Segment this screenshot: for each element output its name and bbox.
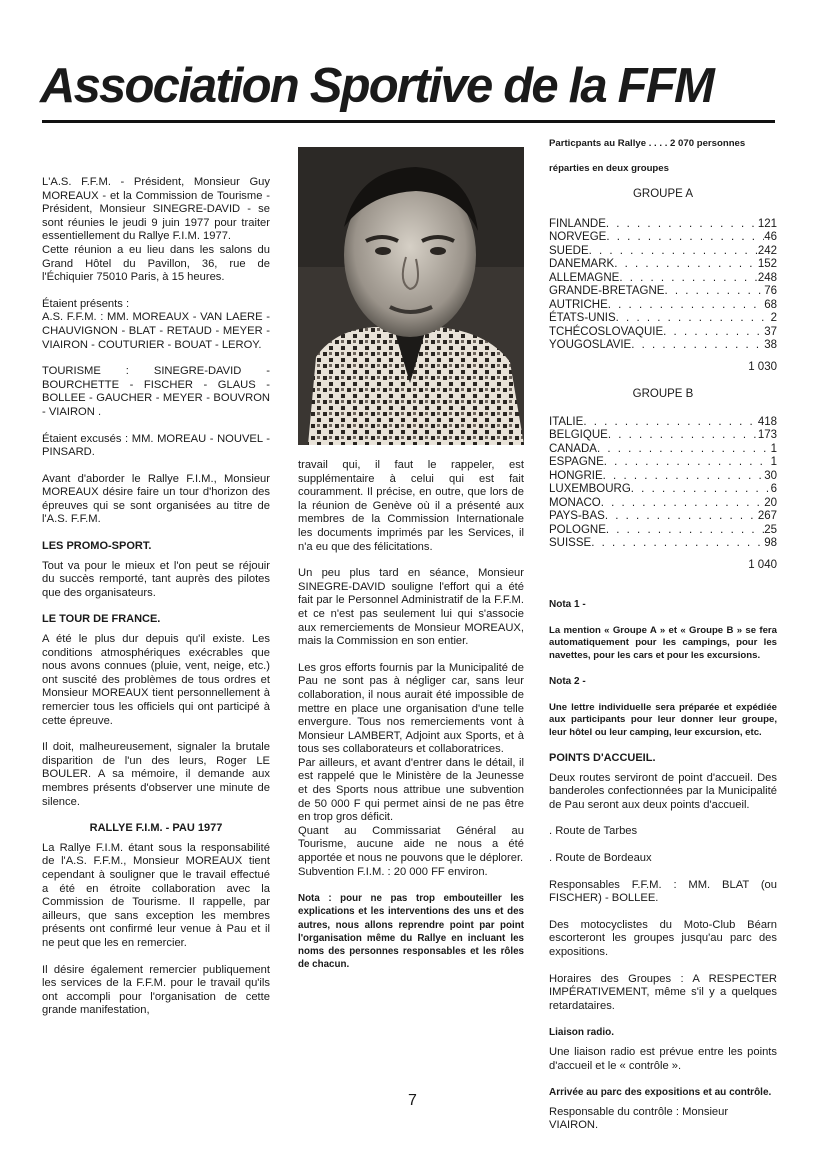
nota-2-text: Une lettre individuelle sera préparée et expédiée aux participants pour leur donner leur groupe, leur hôtel ou leur camping, leur excursion, etc.	[549, 701, 777, 738]
country-count: 6	[770, 483, 777, 496]
participants-line: Particpants au Rallye . . . . 2 070 personnes	[549, 138, 746, 149]
country-name: LUXEMBOURG	[549, 483, 631, 496]
country-row	[549, 524, 777, 538]
title-rule	[42, 120, 775, 123]
page-title: Association Sportive de la FFM	[40, 59, 713, 113]
column-2	[298, 459, 524, 984]
continuation-paragraph: travail qui, il faut le rappeler, est supplémentaire à celui qui est fait couramment. Il précise, en outre, que lors de la réunion de Genève où il a présenté aux membres de la Commission Internationale les documents imprimés par les Services, il n'a eu que des félicitations.	[298, 459, 524, 553]
route-bordeaux: . Route de Bordeaux	[549, 851, 652, 864]
rallye-paragraph: La Rallye F.I.M. étant sous la responsabilité de l'A.S. F.F.M., Monsieur MOREAUX tient cependant à souligner que le travail effectué a été en étroite collaboration avec la Commission de Tourisme. Il rappelle, par ailleurs, que sans exception les membres présents ont confirmé leur venue à Pau et il ne peut que les en remercier.	[42, 841, 270, 949]
country-name: CANADA	[549, 442, 597, 455]
country-name: AUTRICHE	[549, 298, 608, 311]
country-row	[549, 299, 777, 313]
country-count: 248	[757, 271, 777, 284]
points-accueil-heading: POINTS D'ACCUEIL.	[549, 752, 656, 764]
country-name: FINLANDE	[549, 217, 606, 230]
country-count: 242	[757, 244, 777, 257]
motocyclistes-text: Des motocyclistes du Moto-Club Béarn escorteront les groupes jusqu'au parc des expositions.	[549, 918, 777, 958]
dot-leader	[603, 470, 765, 484]
group-b-total: 1 040	[748, 558, 777, 571]
country-row	[549, 231, 777, 245]
country-name: PAYS-BAS	[549, 510, 605, 523]
tribute-paragraph: Il doit, malheureusement, signaler la brutale disparition de l'un des leurs, Roger LE BOULER. A sa mémoire, il demande aux membres présents d'observer une minute de silence.	[42, 741, 270, 808]
country-count: 98	[764, 537, 777, 550]
tourism-commissariat-paragraph: Quant au Commissariat Général au Tourisme, aucune aide ne nous a été apportée et nous ne pouvons que le déplorer.	[298, 824, 524, 865]
country-row	[549, 443, 777, 457]
municipality-paragraph: Les gros efforts fournis par la Municipalité de Pau ne sont pas à négliger car, sans leur collaboration, il nous aurait été impossible de mettre en place une organisation d'une telle envergure. Tous nos remerciements vont à Monsieur LAMBERT, Adjoint aux Sports, et à tous ses collaborateurs et collaboratrices.	[298, 661, 524, 756]
country-count: 121	[757, 217, 777, 230]
country-name: TCHÉCOSLOVAQUIE	[549, 325, 664, 338]
dot-leader	[616, 312, 771, 326]
country-row	[549, 272, 777, 286]
route-tarbes: . Route de Tarbes	[549, 825, 638, 838]
meeting-location-paragraph: Cette réunion a eu lieu dans les salons du Grand Hôtel du Pavillon, 36, rue de l'Échiquier 75010 Paris, à 15 heures.	[42, 243, 270, 284]
dot-leader	[597, 443, 771, 457]
country-count: 38	[764, 339, 777, 352]
country-row	[549, 470, 777, 484]
excused-paragraph: Étaient excusés : MM. MOREAU - NOUVEL - PINSARD.	[42, 432, 270, 459]
dot-leader	[591, 537, 764, 551]
country-count: 20	[764, 496, 777, 509]
country-row	[549, 416, 777, 430]
group-a-title: GROUPE A	[632, 188, 694, 200]
country-name: NORVEGE	[549, 231, 607, 244]
tour-de-france-paragraph: A été le plus dur depuis qu'il existe. Les conditions atmosphériques exécrables que nous avons connues (pluie, vent, neige, etc.) ont suscité des problèmes de tous ordres et Monsieur MOREAUX tient personnellement à remercier tous les officiels qui ont participé à cette épreuve.	[42, 633, 270, 727]
dot-leader	[608, 299, 764, 313]
country-name: HONGRIE	[549, 469, 603, 482]
country-name: ITALIE	[549, 415, 584, 428]
fim-subsidy-paragraph: Subvention F.I.M. : 20 000 FF environ.	[298, 865, 488, 878]
arrivee-text: Responsable du contrôle : Monsieur VIAIRON.	[549, 1105, 729, 1132]
promo-sport-heading: LES PROMO-SPORT.	[42, 540, 152, 553]
country-count: 68	[764, 298, 777, 311]
country-count: 46	[764, 231, 777, 244]
group-b-title: GROUPE B	[632, 388, 694, 401]
promo-sport-paragraph: Tout va pour le mieux et l'on peut se réjouir du succès remporté, tant auprès des pilotes que des organisateurs.	[42, 559, 270, 599]
nota-1-title: Nota 1 -	[549, 599, 586, 611]
country-row	[549, 497, 777, 511]
thanks-paragraph: Il désire également remercier publiquement les services de la F.F.M. pour le travail qu'ils ont accompli pour l'organisation de cette grande manifestation,	[42, 963, 270, 1017]
country-count: 30	[764, 469, 777, 482]
arrivee-heading: Arrivée au parc des expositions et au contrôle.	[549, 1087, 772, 1099]
country-name: YOUGOSLAVIE	[549, 339, 632, 352]
country-count: 2	[770, 312, 777, 325]
country-name: MONACO	[549, 496, 601, 509]
column-1	[42, 176, 270, 1031]
country-row	[549, 537, 777, 551]
page-number: 7	[408, 1092, 417, 1109]
intro-paragraph: L'A.S. F.F.M. - Président, Monsieur Guy MOREAUX - et la Commission de Tourisme - Président, Monsieur SINEGRE-DAVID - se sont réunies le jeudi 9 juin 1977 pour traiter essentiellement du Rallye F.I.M. 1977.	[42, 176, 270, 243]
dot-leader	[583, 416, 758, 430]
dot-leader	[601, 497, 764, 511]
country-count: 1	[770, 456, 777, 469]
participants-split: réparties en deux groupes	[549, 163, 669, 174]
country-row	[549, 510, 777, 524]
present-label: Étaient présents :	[42, 297, 130, 310]
country-name: SUISSE	[549, 537, 592, 550]
liaison-radio-heading: Liaison radio.	[549, 1027, 615, 1039]
country-row	[549, 312, 777, 326]
country-row	[549, 258, 777, 272]
dot-leader	[608, 429, 758, 443]
group-b-list	[549, 416, 777, 551]
country-count: 267	[757, 510, 777, 523]
nota-2-title: Nota 2 -	[549, 676, 586, 688]
dot-leader	[604, 456, 771, 470]
dot-leader	[589, 245, 758, 259]
overview-paragraph: Avant d'aborder le Rallye F.I.M., Monsieur MOREAUX désire faire un tour d'horizon des épreuves qui se sont organisées au titre de l'A.S. F.F.M.	[42, 472, 270, 526]
liaison-radio-text: Une liaison radio est prévue entre les points d'accueil et le « contrôle ».	[549, 1045, 777, 1072]
country-count: 152	[757, 258, 777, 271]
dot-leader	[631, 483, 771, 497]
ministry-paragraph: Par ailleurs, et avant d'entrer dans le détail, il est rappelé que le Ministère de la Jeunesse et des Sports nous attribue une subvention de 50 000 F qui permet ainsi de ne pas être en trop gros déficit.	[298, 756, 524, 824]
group-a-total: 1 030	[748, 360, 777, 373]
country-count: 1	[770, 442, 777, 455]
dot-leader	[664, 285, 764, 299]
portrait-photo	[298, 147, 524, 445]
administration-paragraph: Un peu plus tard en séance, Monsieur SINEGRE-DAVID souligne l'effort qui a été fait par le Personnel Administratif de la F.F.M. et ce n'est pas seulement lui qui s'associe aux remerciements de Monsieur MOREAUX, mais la Commission en son entier.	[298, 567, 524, 648]
rallye-heading: RALLYE F.I.M. - PAU 1977	[89, 822, 223, 835]
country-name: ESPAGNE	[549, 456, 604, 469]
country-name: POLOGNE	[549, 523, 606, 536]
country-count: 37	[764, 325, 777, 338]
country-count: 76	[764, 285, 777, 298]
country-count: 25	[764, 523, 777, 536]
country-name: BELGIQUE	[549, 429, 608, 442]
dot-leader	[606, 218, 758, 232]
dot-leader	[606, 524, 764, 538]
country-row	[549, 429, 777, 443]
dot-leader	[631, 339, 764, 353]
column-3	[549, 138, 777, 1146]
dot-leader	[663, 326, 764, 340]
country-row	[549, 326, 777, 340]
dot-leader	[619, 272, 758, 286]
country-name: SUEDE	[549, 244, 589, 257]
country-name: ALLEMAGNE	[549, 271, 620, 284]
nota-1-text: La mention « Groupe A » et « Groupe B » se fera automatiquement pour les campings, pour les navettes, pour les cars et pour les excursions.	[549, 624, 777, 661]
country-row	[549, 339, 777, 353]
country-row	[549, 245, 777, 259]
present-list: A.S. F.F.M. : MM. MOREAUX - VAN LAERE - CHAUVIGNON - BLAT - RETAUD - MEYER - VIAIRON - COUTURIER - BOUAT - LEROY.	[42, 311, 270, 351]
group-a-list	[549, 218, 777, 353]
country-row	[549, 456, 777, 470]
nota-paragraph: Nota : pour ne pas trop embouteiller les explications et les interventions des uns et des autres, nous allons reprendre point par point l'organisation même du Rallye en incluant les noms des personnes responsables et les rôles de chacun.	[298, 893, 524, 971]
country-count: 418	[757, 415, 777, 428]
country-name: DANEMARK	[549, 258, 615, 271]
country-name: GRANDE-BRETAGNE	[549, 285, 665, 298]
horaires-text: Horaires des Groupes : A RESPECTER IMPÉRATIVEMENT, même s'il y a quelques retardataires.	[549, 972, 777, 1012]
dot-leader	[606, 231, 764, 245]
responsables-text: Responsables F.F.M. : MM. BLAT (ou FISCHER) - BOLLEE.	[549, 878, 777, 905]
dot-leader	[605, 510, 758, 524]
country-row	[549, 483, 777, 497]
country-row	[549, 285, 777, 299]
country-name: ÉTATS-UNIS	[549, 312, 616, 325]
tour-de-france-heading: LE TOUR DE FRANCE.	[42, 613, 161, 626]
tourism-list: TOURISME : SINEGRE-DAVID - BOURCHETTE - FISCHER - GLAUS - BOLLEE - GAUCHER - MEYER - BOUVRON - VIAIRON .	[42, 365, 270, 418]
dot-leader	[614, 258, 758, 272]
country-count: 173	[757, 429, 777, 442]
points-accueil-text: Deux routes serviront de point d'accueil. Des banderoles confectionnées par la Municipalité de Pau seront aux deux points d'accueil.	[549, 771, 777, 811]
country-row	[549, 218, 777, 232]
